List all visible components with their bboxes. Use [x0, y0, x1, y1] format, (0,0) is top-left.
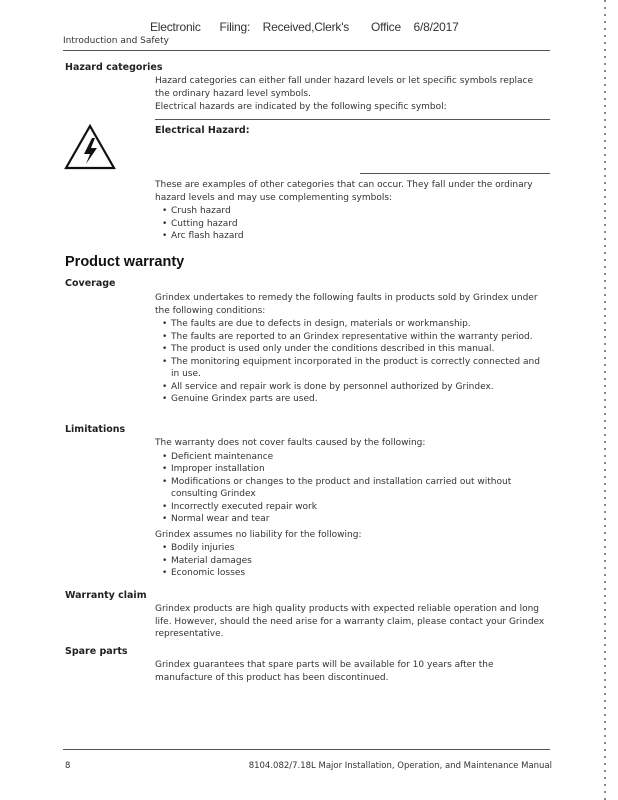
hazard-intro-text: Hazard categories can either fall under hazard levels or let specific symbols replace the ordinary hazard level symbols. [155, 76, 534, 99]
page-title: Product warranty [65, 254, 185, 270]
list-item: • The faults are due to defects in design, materials or workmanship. [155, 318, 550, 331]
list-item: • Cutting hazard [155, 218, 550, 231]
list-item: • Economic losses [155, 567, 550, 580]
limitations-list [155, 451, 550, 526]
coverage-heading: Coverage [65, 278, 116, 289]
list-item: • All service and repair work is done by personnel authorized by Grindex. [155, 381, 550, 394]
page-number: 8 [65, 761, 71, 771]
list-item: • Genuine Grindex parts are used. [155, 393, 550, 406]
list-item: • The product is used only under the conditions described in this manual. [155, 343, 550, 356]
electrical-intro-text: Electrical hazards are indicated by the following specific symbol: [155, 102, 447, 112]
spare-parts-heading: Spare parts [65, 646, 128, 657]
list-item: • Improper installation [155, 463, 550, 476]
warranty-claim-body [155, 603, 550, 642]
liability-intro: Grindex assumes no liability for the following: [155, 529, 362, 540]
electrical-top-rule [155, 119, 550, 120]
footer-rule [63, 749, 550, 750]
other-categories [155, 179, 550, 243]
section-header: Introduction and Safety [63, 36, 169, 46]
scan-edge-marks [604, 0, 606, 800]
header-rule [63, 50, 550, 51]
limitations-body [155, 437, 550, 580]
electrical-bottom-rule [360, 173, 550, 174]
coverage-intro: Grindex undertakes to remedy the following faults in products sold by Grindex under the following conditions: [155, 293, 538, 316]
list-item: • Material damages [155, 555, 550, 568]
filing-stamp: Electronic Filing: Received,Clerk's Office 6/8/2017 [150, 20, 459, 34]
electrical-hazard-label: Electrical Hazard: [155, 125, 250, 136]
list-item: • Deficient maintenance [155, 451, 550, 464]
list-item: • Modifications or changes to the product and installation carried out without consulting Grindex [155, 476, 550, 501]
coverage-body [155, 292, 550, 406]
warranty-claim-heading: Warranty claim [65, 590, 147, 601]
other-intro-text: These are examples of other categories that can occur. They fall under the ordinary hazard levels and may use complementing symbols: [155, 180, 533, 203]
spare-parts-body [155, 659, 550, 685]
liability-list [155, 542, 550, 580]
list-item: • The monitoring equipment incorporated in the product is correctly connected and in use. [155, 356, 550, 381]
hazard-categories-heading: Hazard categories [65, 62, 163, 73]
coverage-list [155, 318, 550, 406]
footer-doc-title: 8104.082/7.18L Major Installation, Operation, and Maintenance Manual [248, 761, 552, 771]
limitations-intro: The warranty does not cover faults caused by the following: [155, 438, 426, 448]
list-item: • Bodily injuries [155, 542, 550, 555]
list-item: • Normal wear and tear [155, 513, 550, 526]
spare-parts-text: Grindex guarantees that spare parts will be available for 10 years after the manufacture of this product has been discontinued. [155, 660, 494, 683]
other-categories-list [155, 205, 550, 243]
electrical-hazard-icon [64, 124, 116, 170]
hazard-intro [155, 75, 550, 115]
warranty-claim-text: Grindex products are high quality products with expected reliable operation and long life. However, should the need arise for a warranty claim, please contact your Grindex representative. [155, 604, 545, 639]
limitations-heading: Limitations [65, 424, 126, 435]
list-item: • Arc flash hazard [155, 230, 550, 243]
list-item: • The faults are reported to an Grindex representative within the warranty period. [155, 331, 550, 344]
list-item: • Incorrectly executed repair work [155, 501, 550, 514]
list-item: • Crush hazard [155, 205, 550, 218]
